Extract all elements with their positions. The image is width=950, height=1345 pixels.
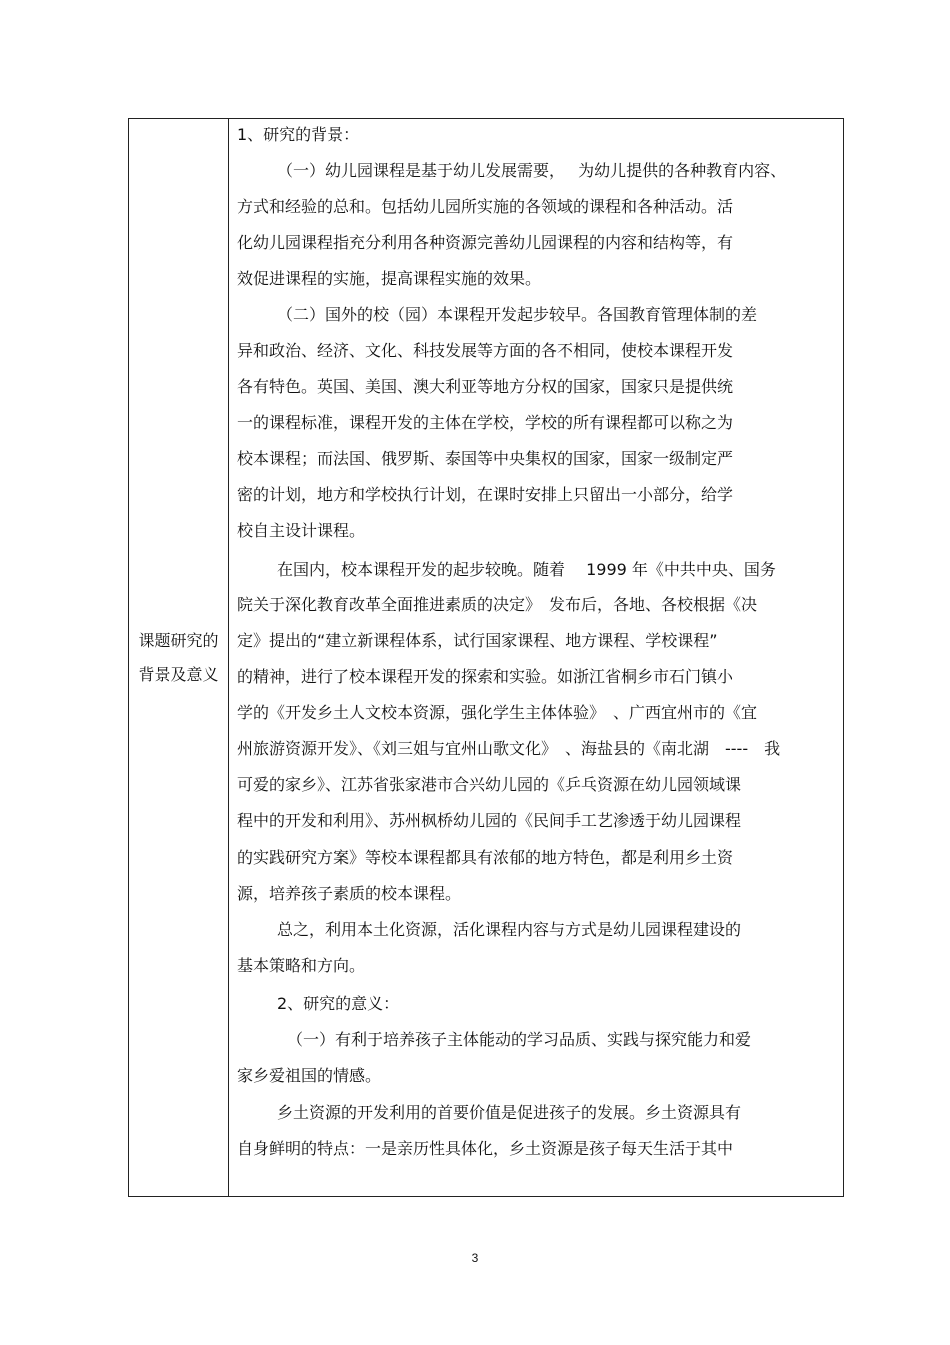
text-line: 学的《开发乡土人文校本资源，强化学生主体体验》 、广西宜州市的《宜 <box>237 703 758 722</box>
text-line: 校本课程；而法国、俄罗斯、泰国等中央集权的国家，国家一级制定严 <box>237 449 734 468</box>
column-divider <box>228 119 229 1196</box>
page-number: 3 <box>471 1251 479 1265</box>
text-line: 各有特色。英国、美国、澳大利亚等地方分权的国家，国家只是提供统 <box>237 377 734 396</box>
text-line: （二）国外的校（园）本课程开发起步较早。各国教育管理体制的差 <box>277 305 758 324</box>
form-table <box>128 118 844 1197</box>
row-label: 课题研究的背景及意义 <box>138 630 219 684</box>
text-line: 州旅游资源开发》、《刘三姐与宜州山歌文化》 、海盐县的《南北湖 ---- 我 <box>237 739 781 758</box>
text-line: 异和政治、经济、文化、科技发展等方面的各不相同，使校本课程开发 <box>237 341 734 360</box>
text-line: 源，培养孩子素质的校本课程。 <box>237 884 462 903</box>
text-line: 自身鲜明的特点：一是亲历性具体化，乡土资源是孩子每天生活于其中 <box>237 1139 734 1158</box>
text-line: 定》提出的“建立新课程体系，试行国家课程、地方课程、学校课程” <box>237 631 718 650</box>
text-line: 在国内，校本课程开发的起步较晚。随着 1999 年《中共中央、国务 <box>277 560 776 579</box>
text-line: 效促进课程的实施，提高课程实施的效果。 <box>237 269 542 288</box>
text-line: （一）有利于培养孩子主体能动的学习品质、实践与探究能力和爱 <box>287 1030 752 1049</box>
text-line: 1、研究的背景： <box>237 125 360 144</box>
text-line: （一）幼儿园课程是基于幼儿发展需要， 为幼儿提供的各种教育内容、 <box>277 161 787 180</box>
text-line: 院关于深化教育改革全面推进素质的决定》 发布后，各地、各校根据《决 <box>237 595 758 614</box>
text-line: 2、研究的意义： <box>277 994 400 1013</box>
text-line: 的精神，进行了校本课程开发的探索和实验。如浙江省桐乡市石门镇小 <box>237 667 734 686</box>
text-line: 校自主设计课程。 <box>237 521 366 540</box>
text-line: 乡土资源的开发利用的首要价值是促进孩子的发展。乡土资源具有 <box>277 1103 742 1122</box>
text-line: 程中的开发和利用》、苏州枫桥幼儿园的《民间手工艺渗透于幼儿园课程 <box>237 811 742 830</box>
text-line: 方式和经验的总和。包括幼儿园所实施的各领域的课程和各种活动。活 <box>237 197 734 216</box>
row-label-cell <box>129 119 228 1196</box>
text-line: 基本策略和方向。 <box>237 956 366 975</box>
text-line: 一的课程标准，课程开发的主体在学校，学校的所有课程都可以称之为 <box>237 413 734 432</box>
text-line: 的实践研究方案》等校本课程都具有浓郁的地方特色，都是利用乡土资 <box>237 848 734 867</box>
text-line: 总之，利用本土化资源，活化课程内容与方式是幼儿园课程建设的 <box>277 920 742 939</box>
text-line: 家乡爱祖国的情感。 <box>237 1066 382 1085</box>
text-line: 可爱的家乡》、江苏省张家港市合兴幼儿园的《乒乓资源在幼儿园领域课 <box>237 775 742 794</box>
text-line: 化幼儿园课程指充分利用各种资源完善幼儿园课程的内容和结构等，有 <box>237 233 734 252</box>
text-line: 密的计划，地方和学校执行计划，在课时安排上只留出一小部分，给学 <box>237 485 734 504</box>
